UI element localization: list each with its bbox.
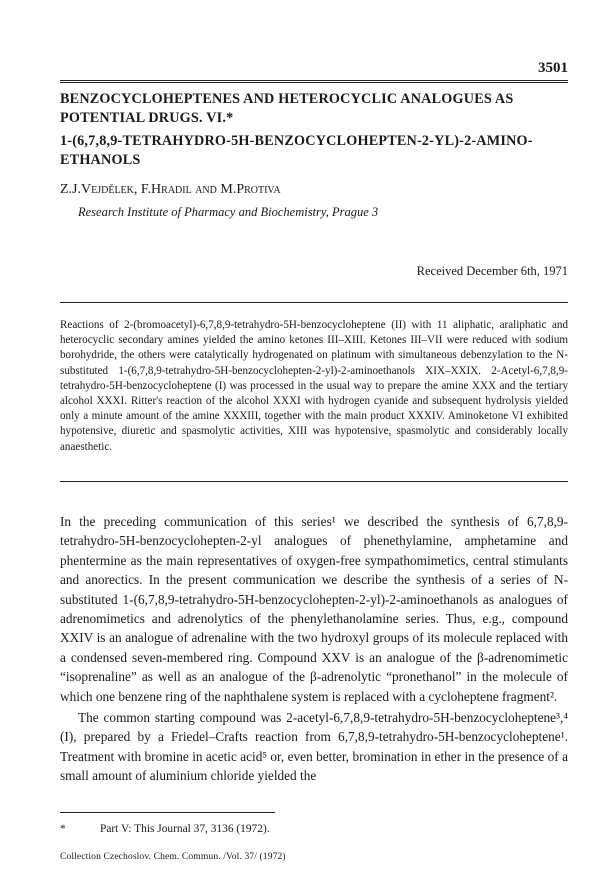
journal-footer: Collection Czechoslov. Chem. Commun. /Vol. 37/ (1972): [60, 851, 286, 862]
authors: Z.J.Vejdělek, F.Hradil and M.Protiva: [60, 182, 281, 197]
footnote: [60, 823, 270, 835]
abstract-top-rule: [60, 302, 568, 303]
title-sub: 1-(6,7,8,9-TETRAHYDRO-5H-BENZOCYCLOHEPTEN-2-YL)-2-AMINO-ETHANOLS: [60, 133, 533, 168]
received-date: Received December 6th, 1971: [416, 264, 568, 278]
affiliation: Research Institute of Pharmacy and Biochemistry, Prague 3: [78, 205, 379, 219]
footnote-text: Part V: This Journal 37, 3136 (1972).: [100, 823, 270, 835]
footnote-rule: [60, 812, 275, 813]
footnote-mark: *: [60, 823, 66, 835]
page-number: 3501: [538, 60, 568, 76]
abstract-bottom-rule: [60, 481, 568, 482]
body-paragraph-1: In the preceding communication of this series¹ we described the synthesis of 6,7,8,9-tetrahydro-5H-benzocyclohepten-2-yl analogues of phenethylamine, amphetamine and phentermine as the main representatives of oxygen-free sympathomimetics, central stimulants and anorectics. In the present communication we describe the synthesis of a series of N-substituted 1-(6,7,8,9-tetrahydro-5H-benzocyclohepten-2-yl)-2-aminoethanols as analogues of adrenomimetics and adrenolytics of the phenylethanolamine series. Thus, e.g., compound XXIV is an analogue of adrenaline with the two hydroxyl groups of its molecule replaced with a condensed seven-membered ring. Compound XXV is an analogue of the β-adrenomimetic “isoprenaline” as well as an analogue of the β-adrenolytic “pronethanol” in the molecule of which one benzene ring of the naphthalene system is replaced with a cycloheptene fragment².: [60, 514, 568, 704]
body-text: [60, 512, 568, 786]
body-paragraph-2: The common starting compound was 2-acetyl-6,7,8,9-tetrahydro-5H-benzocycloheptene³,⁴ (I), prepared by a Friedel–Crafts reaction from 6,7,8,9-tetrahydro-5H-benzocycloheptene¹. Treatment with bromine in acetic acid⁵ or, even better, bromination in ether in the presence of a small amount of aluminium chloride yielded the: [60, 710, 568, 784]
title-main: BENZOCYCLOHEPTENES AND HETEROCYCLIC ANALOGUES AS POTENTIAL DRUGS. VI.*: [60, 91, 514, 126]
header-rule: [60, 80, 568, 83]
abstract-text: Reactions of 2-(bromoacetyl)-6,7,8,9-tetrahydro-5H-benzocycloheptene (II) with 11 aliphatic, araliphatic and heterocyclic secondary amines yielded the amino ketones III–XIII. Ketones III–VII were reduced with sodium borohydride, the others were catalytically hydrogenated on platinum with simultaneous debenzylation to the N-substituted 1-(6,7,8,9-tetrahydro-5H-benzocyclohepten-2-yl)-2-aminoethanols XIX–XXIX. 2-Acetyl-6,7,8,9-tetrahydro-5H-benzocycloheptene (I) was processed in the usual way to prepare the amine XXX and the tertiary alcohol XXXI. Ritter's reaction of the alcohol XXXI with hydrogen cyanide and subsequent hydrolysis yielded only a minute amount of the amine XXXIII, together with the main product XXXIV. Aminoketone VI exhibited hypotensive, diuretic and spasmolytic activities, XIII was hypotensive, spasmolytic and considerably locally anaesthetic.: [60, 319, 568, 453]
article-title: [60, 90, 568, 170]
abstract: [60, 318, 568, 455]
